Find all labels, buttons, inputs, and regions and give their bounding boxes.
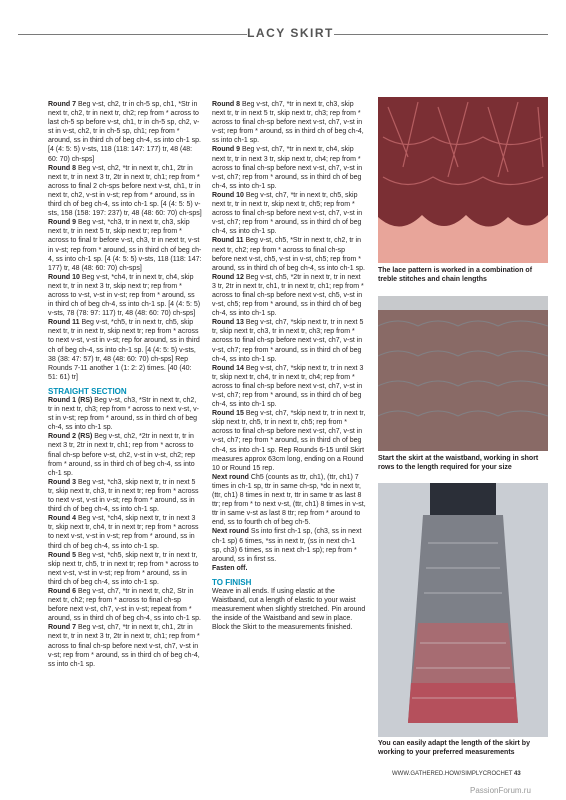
round-text: Beg v-st, ch3, *Str in next tr, ch2, tr in next tr, ch3; rep from * across to next v-st, v-st in v-st; rep from * around, ss in third ch of beg ch-4, ss into ch-1 sp. [48, 397, 199, 432]
round-text: Beg v-st, ch5, *2tr in next tr, tr in next 3 tr, 2tr in next tr, ch1, tr in next tr, ch1; rep from * across to final ch-sp before next v-st, ch5, v-st in v-st, ch5; rep from * around, ss in third ch of beg ch-4, ss into ch-1 sp. [212, 273, 364, 318]
round-label: Round 11 [212, 237, 244, 245]
section-heading: TO FINISH [212, 577, 252, 587]
pattern-column-1 [48, 100, 202, 669]
round-label: Round 13 [212, 319, 244, 327]
round-label: Round 9 [212, 146, 240, 154]
pattern-paragraph [212, 318, 366, 363]
pattern-paragraph [212, 236, 366, 272]
watermark: PassionForum.ru [470, 786, 531, 795]
round-text: Beg v-st, ch7, *skip next tr, tr in next 3 tr, skip next tr, ch4, tr in next tr, ch4; rep from * across to final ch-sp before next v-st, ch7, v-st in v-st, ch7; rep from * around, ss in third ch of beg ch-4, ss into ch-1 sp. [212, 364, 364, 409]
pattern-paragraph [48, 396, 202, 432]
pattern-paragraph [48, 514, 202, 550]
round-label: Round 2 (RS) [48, 433, 93, 441]
round-text: Beg v-st, ch7, *skip next tr, tr in next 5 tr, skip next tr, ch3, tr in next tr, ch3; rep from * across to final ch-sp before next v-st, ch7, v-st in v-st, ch7; rep from * around, ss in third ch of beg ch-4, ss into ch-1 sp. [212, 319, 364, 363]
round-label: Round 12 [212, 273, 244, 281]
pattern-paragraph [212, 409, 366, 473]
round-label: Round 14 [212, 364, 244, 372]
round-text: Weave in all ends. If using elastic at the Waistband, cut a length of elastic to your waist measurement when slightly stretched. Pin around the inside of the Waistband and sew in place. Block the Skirt to the measurements finished. [212, 587, 366, 632]
caption-full-skirt: You can easily adapt the length of the skirt by working to your preferred measurements [378, 740, 530, 756]
pattern-paragraph [48, 587, 202, 623]
pattern-paragraph [48, 100, 202, 164]
round-label: Round 10 [48, 273, 80, 281]
round-label: Round 10 [212, 191, 244, 199]
pattern-paragraph [48, 273, 202, 318]
round-text: Beg v-st, *ch5, tr in next tr, ch5, skip next tr, tr in next tr, skip next tr; rep from * across to next v-st, v-st in v-st; rep for around, ss in third ch of beg ch-4, ss into ch-1 sp. [4 (4: 5: 5) v-sts, 38 (38: 47: 57) tr, 48 (48: 60: 70) ch-sps] Rep Rounds 7-11 another 1 (1: 2: 2) times. [40 (40: 51: 61) tr] [48, 319, 200, 381]
round-label: Round 11 [48, 319, 80, 327]
pattern-column-2 [212, 100, 366, 632]
round-label: Round 1 (RS) [48, 397, 93, 404]
header-rule-left [18, 34, 247, 35]
round-label: Round 7 [48, 101, 76, 108]
pattern-paragraph [212, 473, 366, 528]
page-header [0, 0, 566, 70]
round-text: Beg v-st, ch7, *tr in next tr, ch3, skip next tr, tr in next 5 tr, skip next tr, ch3; rep from * across to final ch-sp before next v-st, ch7, v-st in v-st; rep from * around, ss in third ch of beg ch-4, ss into ch-1 sp. [212, 101, 364, 145]
photo-lace-detail [378, 97, 548, 263]
round-label: Round 9 [48, 219, 76, 227]
round-label: Next round [212, 473, 249, 481]
round-label: Round 5 [48, 551, 76, 559]
section-heading: STRAIGHT SECTION [48, 386, 127, 396]
header-rule-right [334, 34, 548, 35]
pattern-paragraph [48, 623, 202, 668]
page-footer [392, 771, 521, 777]
round-label: Round 7 [48, 624, 76, 632]
round-label: Round 8 [212, 101, 240, 108]
round-label: Round 4 [48, 515, 76, 523]
caption-waistband: Start the skirt at the waistband, working in short rows to the length required for your size [378, 455, 539, 471]
page-number: 43 [514, 771, 521, 777]
round-text: Beg v-st, *ch3, skip next tr, tr in next 5 tr, skip next tr, ch3, tr in next tr; rep from * across to next v-st, v-st in v-st; rep from * around, ss in third ch of beg ch-4, ss into ch-1 sp. [48, 478, 199, 514]
round-text: Ss into first ch-1 sp, (ch3, ss in next ch-1 sp) 6 times, *ss in next tr, (ss in next ch-1 sp, ch3) 6 times, ss in next ch-1 sp); rep from * around, ss in first ss. [212, 528, 362, 563]
round-text: Beg v-st, ch7, *tr in next tr, ch2, Str in next tr, ch2; rep from * across to final ch-sp before next v-st, ch7, v-st in v-st; repeat from * around, ss in third ch of beg ch-4, ss into ch-1 sp. [48, 587, 201, 623]
round-label: Round 6 [48, 587, 76, 595]
caption-lace: The lace pattern is worked in a combination of treble stitches and chain lengths [378, 267, 533, 283]
pattern-paragraph [212, 564, 366, 573]
pattern-paragraph [212, 364, 366, 409]
pattern-paragraph [48, 218, 202, 273]
footer-site: WWW.GATHERED.HOW/SIMPLYCROCHET [392, 771, 513, 777]
pattern-paragraph [212, 273, 366, 318]
round-text: Beg v-st, ch5, *Str in next tr, ch2, tr in next tr, ch2; rep from * across to final ch-sp before next v-st, ch5, v-st in v-st, ch5; rep from * around, ss in third ch of beg ch-4, ss into ch-1 sp. [212, 237, 365, 272]
pattern-paragraph [48, 432, 202, 477]
round-text: Beg v-st, ch7, *tr in next tr, ch4, skip next tr, tr in next 3 tr, skip next tr, ch4; rep from * across to final ch-sp before next v-st, ch7, v-st in v-st, ch7; rep from * around, ss in third ch of beg ch-4, ss into ch-1 sp. [212, 146, 363, 190]
pattern-paragraph [212, 587, 366, 632]
round-label: Round 15 [212, 410, 244, 418]
round-text: Ch5 (counts as ttr, ch1), (ttr, ch1) 7 times in ch-1 sp, ttr in same ch-sp, *dc in next tr, (ttr, ch1) 8 times in next tr, ttr in same tr as last 8 ttr; rep from * to next v-st, (ttr, ch1) 8 times in v-st, ttr in same v-st as last 8 ttr; rep from * around to end, ss to fourth ch of beg ch-5. [212, 473, 366, 527]
photo-full-skirt [378, 483, 548, 737]
pattern-paragraph [212, 145, 366, 190]
round-text: Beg v-st, *ch5, skip next tr, tr in next tr, skip next tr, ch5, tr in next tr; rep from * across to next v-st, v-st in v-st; rep from * around, ss in third ch of beg ch-4, ss into ch-1 sp. [48, 551, 199, 586]
pattern-paragraph [212, 100, 366, 145]
round-label: Next round [212, 528, 249, 536]
pattern-paragraph [48, 318, 202, 382]
round-text: Beg v-st, *ch4, skip next tr, tr in next 3 tr, skip next tr, ch4, tr in next tr; rep from * across to next v-st, v-st in v-st; rep from * around, ss in third ch of beg ch-4, ss into ch-1 sp. [48, 515, 199, 550]
pattern-paragraph [48, 551, 202, 587]
round-text: Beg v-st, ch2, tr in ch-5 sp, ch1, *Str in next tr, ch2, tr in next tr, ch2; rep from * across to last ch-5 sp before v-st, ch1, tr in ch-5 sp, ch2, v-st in v-st, ch2, tr in ch-5 sp, ch1; rep from * around, ss in third ch of beg ch-4, ss into ch-1 sp. [4 (4: 5: 5) v-sts, 118 (118: 147: 177) tr, 48 (48: 60: 70) ch-sps] [48, 101, 201, 163]
round-text: Beg v-st, ch7, *skip next tr, tr in next tr, skip next tr, ch5, tr in next tr, ch5; rep from * across to final ch-sp before next v-st, ch7, v-st in v-st, ch7; rep from * around, ss in third ch of beg ch-4, ss into ch-1 sp. Rep Rounds 6-15 until Skirt measures approx 63cm long, ending on a Round 10 or Round 15 rep. [212, 410, 366, 472]
page-title: LACY SKIRT [247, 26, 334, 40]
round-label: Round 3 [48, 478, 76, 486]
round-label: Round 8 [48, 164, 76, 172]
photo-waistband [378, 296, 548, 451]
pattern-paragraph [212, 191, 366, 236]
round-text: Beg v-st, *ch4, tr in next tr, ch4, skip next tr, tr in next 3 tr, skip next tr; rep from * across to v-st, v-st in v-st; rep from * around, ss in third ch of beg ch-4, ss into ch-1 sp. [4 (4: 5: 5) v-sts, 78 (78: 97: 117) tr, 48 (48: 60: 70) ch-sps] [48, 273, 201, 318]
pattern-paragraph [48, 164, 202, 219]
pattern-paragraph [212, 527, 366, 563]
round-label: Fasten off. [212, 564, 248, 572]
round-text: Beg v-st, ch7, *tr in next tr, ch5, skip next tr, tr in next tr, skip next tr, ch5; rep from * across to final ch-sp before next v-st, ch7, v-st in v-st, ch7; rep from * around, ss in third ch of beg ch-4, ss into ch-1 sp. [212, 191, 363, 236]
round-text: Beg v-st, ch2, *2tr in next tr, tr in next 3 tr, 2tr in next tr, ch1; rep from * across to final ch-sp before v-st, ch2, v-st in v-st, ch2; rep from * around, ss in third ch of beg ch-4, ss into ch-1 sp. [48, 433, 196, 477]
round-text: Beg v-st, *ch3, tr in next tr, ch3, skip next tr, tr in next 5 tr, skip next tr; rep from * across to final tr before v-st, ch3, tr in next tr, v-st in v-st; rep from * around, ss in third ch of beg ch-4, ss into ch-1 sp. [4 (4: 5: 5) v-sts, 118 (118: 147: 177) tr, 48 (48: 60: 70) ch-sps] [48, 219, 202, 272]
round-text: Beg v-st, ch7, *tr in next tr, ch1, 2tr in next tr, tr in next 3 tr, 2tr in next tr, ch1; rep from * across to final ch-sp before next v-st, ch7, v-st in v-st; rep from * around, ss in third ch of beg ch-4, ss into ch-1 sp. [48, 624, 200, 668]
round-text: Beg v-st, ch2, *tr in next tr, ch1, 2tr in next tr, tr in next 3 tr, 2tr in next tr, ch1; rep from * across to final 2 ch-sps before next v-st, ch1, tr in next tr, ch2, v-st in v-st; rep from * around, ss in third ch of beg ch-4, ss into ch-1 sp. [4 (4: 5: 5) v-sts, 158 (158: 197: 237) tr, 48 (48: 60: 70) ch-sps] [48, 164, 202, 218]
pattern-paragraph [48, 478, 202, 514]
